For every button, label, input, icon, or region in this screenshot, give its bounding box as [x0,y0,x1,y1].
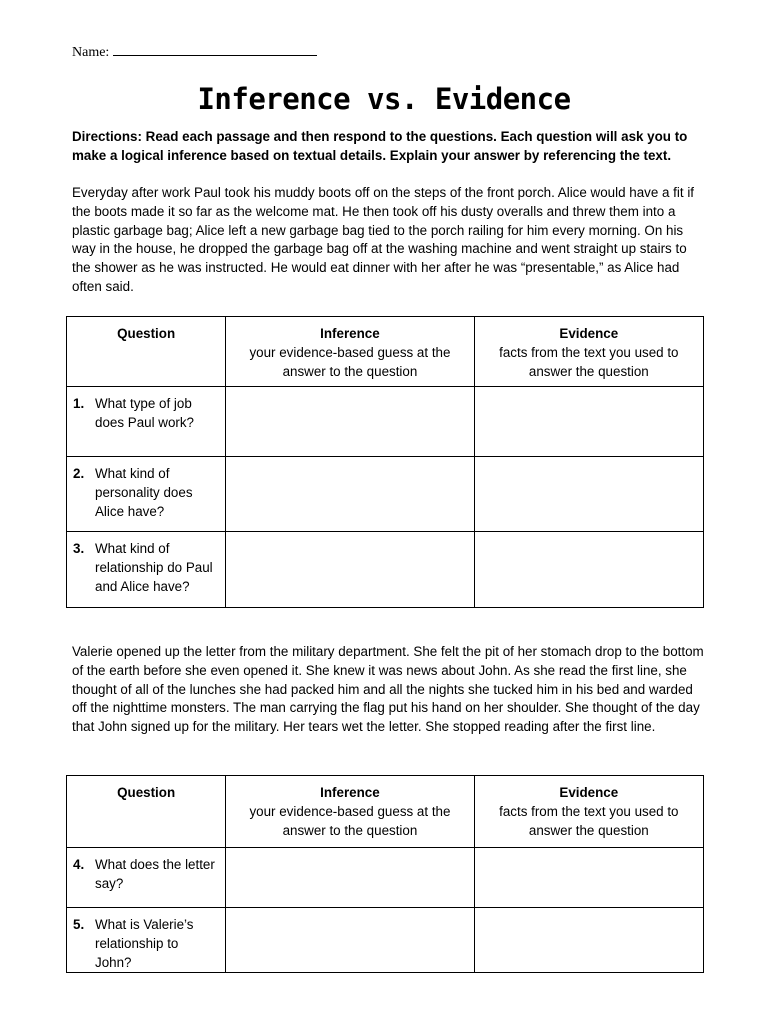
table-header-row [67,317,704,387]
question-number: 1. [73,396,85,411]
question-number: 3. [73,541,85,556]
table-header-row [67,776,704,848]
question-header: Question [67,317,226,387]
question-text: What is Valerie’s relationship to John? [95,917,194,970]
question-number: 4. [73,857,85,872]
question-table-2 [66,775,704,973]
inference-answer-cell[interactable] [226,457,474,532]
name-label: Name: [72,45,110,60]
inference-answer-cell[interactable] [226,387,474,457]
evidence-header: Evidence facts from the text you used to answer the question [474,317,703,387]
inference-header: Inference your evidence-based guess at the answer to the question [226,776,474,848]
table-row [67,532,704,608]
evidence-answer-cell[interactable] [474,387,703,457]
question-cell [67,457,226,532]
evidence-answer-cell[interactable] [474,848,703,908]
question-text: What type of job does Paul work? [95,396,194,430]
question-text: What kind of personality does Alice have? [95,466,193,519]
evidence-answer-cell[interactable] [474,457,703,532]
inference-header: Inference your evidence-based guess at the answer to the question [226,317,474,387]
question-text: What kind of relationship do Paul and Alice have? [95,541,213,594]
inference-answer-cell[interactable] [226,848,474,908]
passage-1: Everyday after work Paul took his muddy boots off on the steps of the front porch. Alice would have a fit if the boots made it so far as the welcome mat. He then took off his dusty overalls and threw them into a plastic garbage bag; Alice left a new garbage bag tied to the porch railing for him every morning. On his way in the house, he dropped the garbage bag off at the washing machine and went straight up stairs to the shower as he was instructed. He would eat dinner with her after he was “presentable,” as Alice had often said. [72,185,695,294]
passage-2: Valerie opened up the letter from the military department. She felt the pit of her stomach drop to the bottom of the earth before she even opened it. She knew it was news about John. As she read the first line, she thought of all of the lunches she had packed him and all the nights she tucked him in his bed and warded off the nighttime monsters. The man carrying the flag put his hand on her shoulder. She thought of the day that John signed up for the military. Her tears wet the letter. She stopped reading after the first line. [72,644,704,735]
question-cell [67,848,226,908]
table-row [67,908,704,973]
question-number: 2. [73,466,85,481]
evidence-answer-cell[interactable] [474,532,703,608]
name-line [72,45,317,61]
question-number: 5. [73,917,85,932]
name-blank[interactable] [113,55,317,56]
table-row [67,387,704,457]
inference-answer-cell[interactable] [226,908,474,973]
evidence-header: Evidence facts from the text you used to answer the question [474,776,703,848]
question-cell [67,387,226,457]
inference-answer-cell[interactable] [226,532,474,608]
directions-text: Directions: Read each passage and then respond to the questions. Each question will ask you to make a logical inference based on textual details. Explain your answer by referencing the text. [72,129,688,163]
question-cell [67,908,226,973]
table-row [67,848,704,908]
worksheet-title: Inference vs. Evidence [197,82,571,116]
question-cell [67,532,226,608]
question-header: Question [67,776,226,848]
evidence-answer-cell[interactable] [474,908,703,973]
question-table-1 [66,316,704,608]
question-text: What does the letter say? [95,857,215,891]
table-row [67,457,704,532]
